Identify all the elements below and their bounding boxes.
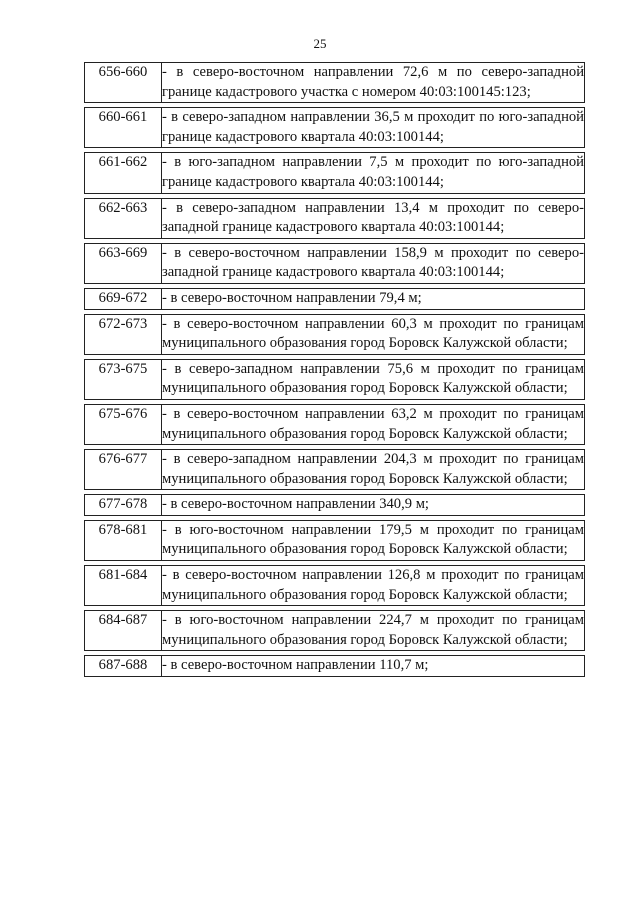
segment-cell: 672-673 bbox=[85, 314, 162, 354]
table-row bbox=[85, 288, 585, 309]
table-body bbox=[85, 63, 585, 677]
description-cell: - в северо-восточном направлении 126,8 м проходит по границам муниципального образования город Боровск Калужской области; bbox=[162, 566, 585, 606]
segment-cell: 676-677 bbox=[85, 450, 162, 490]
description-cell: - в северо-западном направлении 13,4 м проходит по северо-западной границе кадастрового квартала 40:03:100144; bbox=[162, 198, 585, 238]
table-row bbox=[85, 566, 585, 606]
table-row bbox=[85, 656, 585, 677]
description-cell: - в северо-восточном направлении 340,9 м; bbox=[162, 495, 585, 516]
segment-cell: 675-676 bbox=[85, 404, 162, 444]
page-number: 25 bbox=[313, 36, 327, 51]
table-row bbox=[85, 198, 585, 238]
segment-cell: 677-678 bbox=[85, 495, 162, 516]
segment-cell: 687-688 bbox=[85, 656, 162, 677]
boundary-segments-table bbox=[84, 62, 585, 677]
segment-cell: 681-684 bbox=[85, 566, 162, 606]
table-row bbox=[85, 359, 585, 399]
segment-cell: 684-687 bbox=[85, 611, 162, 651]
description-cell: - в юго-восточном направлении 224,7 м проходит по границам муниципального образования город Боровск Калужской области; bbox=[162, 611, 585, 651]
description-cell: - в северо-восточном направлении 72,6 м по северо-западной границе кадастрового участка с номером 40:03:100145:123; bbox=[162, 63, 585, 103]
table-row bbox=[85, 611, 585, 651]
table-row bbox=[85, 243, 585, 283]
table-row bbox=[85, 495, 585, 516]
segment-cell: 678-681 bbox=[85, 520, 162, 560]
table-row bbox=[85, 108, 585, 148]
segment-cell: 673-675 bbox=[85, 359, 162, 399]
segment-cell: 669-672 bbox=[85, 288, 162, 309]
description-cell: - в северо-восточном направлении 110,7 м; bbox=[162, 656, 585, 677]
description-cell: - в юго-восточном направлении 179,5 м проходит по границам муниципального образования город Боровск Калужской области; bbox=[162, 520, 585, 560]
description-cell: - в северо-западном направлении 204,3 м проходит по границам муниципального образования город Боровск Калужской области; bbox=[162, 450, 585, 490]
description-cell: - в северо-восточном направлении 63,2 м проходит по границам муниципального образования город Боровск Калужской области; bbox=[162, 404, 585, 444]
table-row bbox=[85, 314, 585, 354]
table-row bbox=[85, 450, 585, 490]
segment-cell: 661-662 bbox=[85, 153, 162, 193]
segment-cell: 656-660 bbox=[85, 63, 162, 103]
description-cell: - в юго-западном направлении 7,5 м проходит по юго-западной границе кадастрового квартала 40:03:100144; bbox=[162, 153, 585, 193]
description-cell: - в северо-западном направлении 36,5 м проходит по юго-западной границе кадастрового квартала 40:03:100144; bbox=[162, 108, 585, 148]
table-row bbox=[85, 404, 585, 444]
segment-cell: 660-661 bbox=[85, 108, 162, 148]
segment-cell: 662-663 bbox=[85, 198, 162, 238]
table-row bbox=[85, 520, 585, 560]
table-row bbox=[85, 63, 585, 103]
description-cell: - в северо-западном направлении 75,6 м проходит по границам муниципального образования город Боровск Калужской области; bbox=[162, 359, 585, 399]
description-cell: - в северо-восточном направлении 158,9 м проходит по северо-западной границе кадастрового квартала 40:03:100144; bbox=[162, 243, 585, 283]
description-cell: - в северо-восточном направлении 60,3 м проходит по границам муниципального образования город Боровск Калужской области; bbox=[162, 314, 585, 354]
table-row bbox=[85, 153, 585, 193]
description-cell: - в северо-восточном направлении 79,4 м; bbox=[162, 288, 585, 309]
segment-cell: 663-669 bbox=[85, 243, 162, 283]
